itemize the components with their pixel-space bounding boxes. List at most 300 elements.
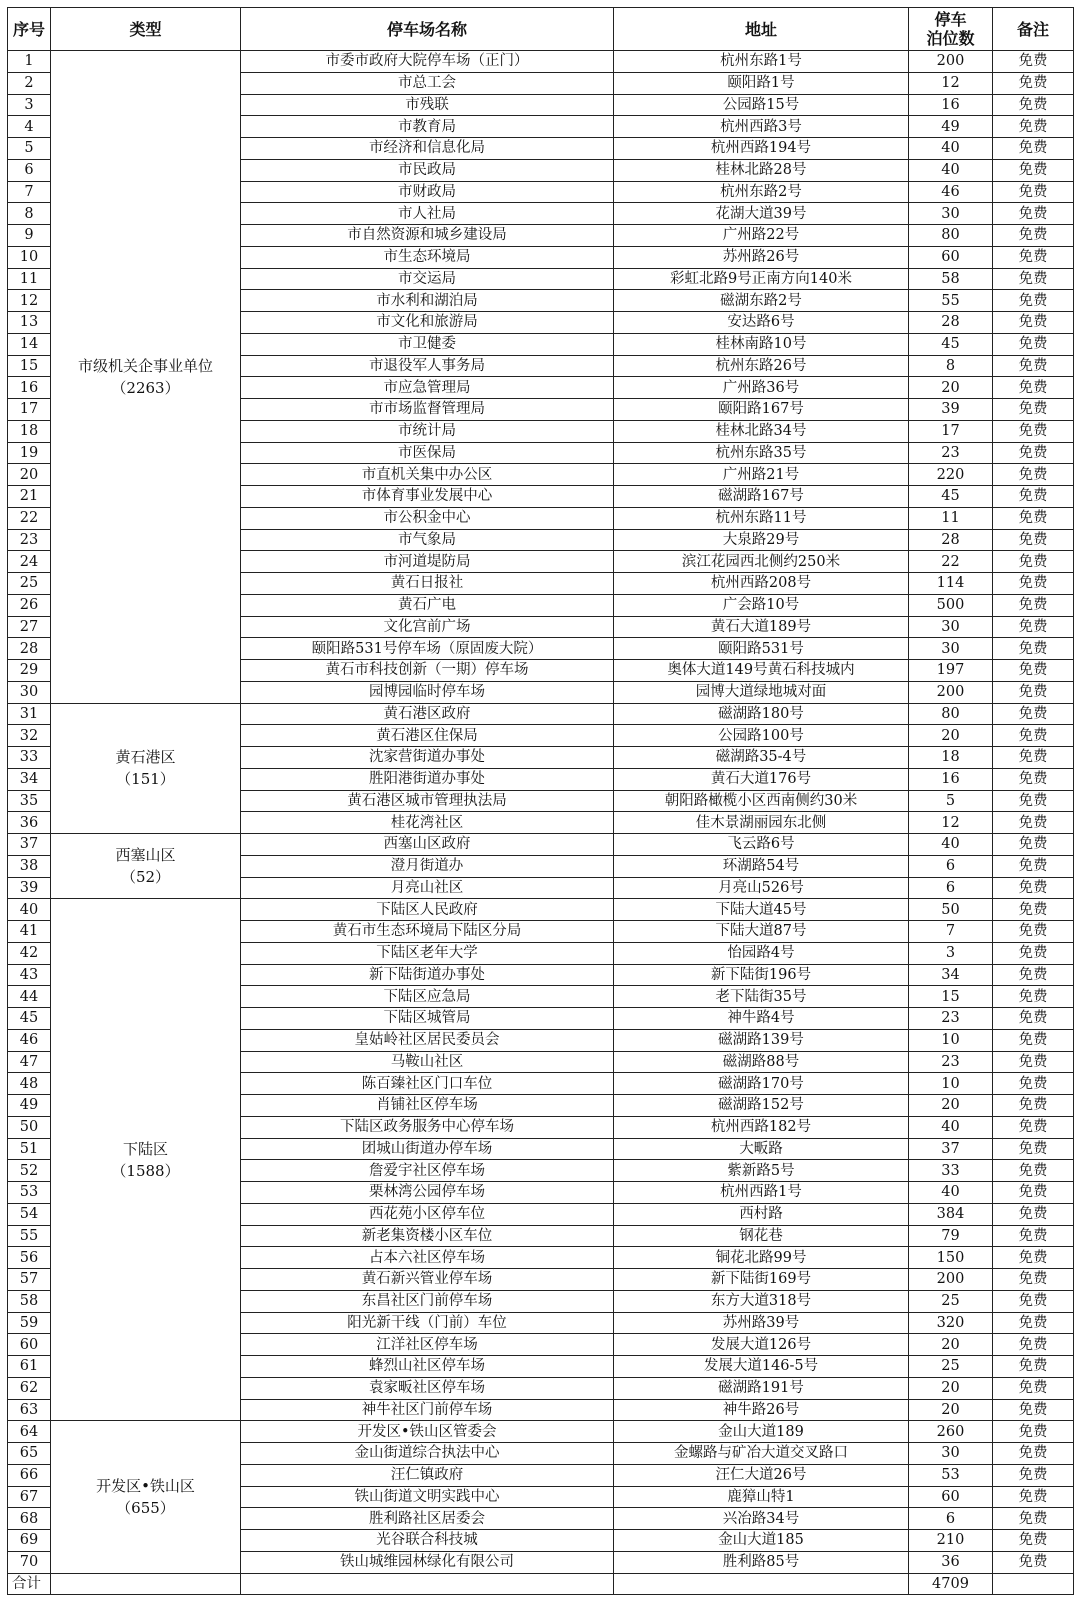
row-spaces: 200 <box>909 51 993 73</box>
row-address: 新下陆街169号 <box>614 1269 909 1291</box>
row-seq: 3 <box>8 94 51 116</box>
row-lot-name: 沈家营街道办事处 <box>241 747 614 769</box>
row-note: 免费 <box>993 638 1074 660</box>
category-name: 开发区•铁山区 <box>96 1476 195 1495</box>
row-seq: 36 <box>8 812 51 834</box>
row-note: 免费 <box>993 399 1074 421</box>
row-address: 汪仁大道26号 <box>614 1464 909 1486</box>
row-seq: 52 <box>8 1160 51 1182</box>
row-spaces: 384 <box>909 1203 993 1225</box>
row-lot-name: 市文化和旅游局 <box>241 312 614 334</box>
row-spaces: 20 <box>909 1334 993 1356</box>
row-seq: 2 <box>8 72 51 94</box>
row-note: 免费 <box>993 442 1074 464</box>
row-address: 佳木景湖丽园东北侧 <box>614 812 909 834</box>
row-lot-name: 栗林湾公园停车场 <box>241 1182 614 1204</box>
row-note: 免费 <box>993 1095 1074 1117</box>
row-spaces: 16 <box>909 768 993 790</box>
parking-lots-table <box>7 7 1074 1595</box>
row-spaces: 23 <box>909 1008 993 1030</box>
row-lot-name: 团城山街道办停车场 <box>241 1138 614 1160</box>
row-spaces: 45 <box>909 333 993 355</box>
row-seq: 31 <box>8 703 51 725</box>
row-spaces: 7 <box>909 921 993 943</box>
row-lot-name: 市交运局 <box>241 268 614 290</box>
row-address: 磁湖路170号 <box>614 1073 909 1095</box>
row-spaces: 36 <box>909 1551 993 1573</box>
row-lot-name: 肖铺社区停车场 <box>241 1095 614 1117</box>
row-seq: 47 <box>8 1051 51 1073</box>
row-note: 免费 <box>993 312 1074 334</box>
row-lot-name: 黄石港区城市管理执法局 <box>241 790 614 812</box>
row-note: 免费 <box>993 1029 1074 1051</box>
row-spaces: 20 <box>909 1095 993 1117</box>
row-note: 免费 <box>993 1443 1074 1465</box>
row-lot-name: 市经济和信息化局 <box>241 138 614 160</box>
row-spaces: 40 <box>909 159 993 181</box>
row-spaces: 79 <box>909 1225 993 1247</box>
category-total: （151） <box>116 770 175 789</box>
row-address: 大畈路 <box>614 1138 909 1160</box>
row-seq: 35 <box>8 790 51 812</box>
row-address: 金山大道189 <box>614 1421 909 1443</box>
header-note: 备注 <box>993 8 1074 51</box>
row-seq: 17 <box>8 399 51 421</box>
row-seq: 28 <box>8 638 51 660</box>
row-note: 免费 <box>993 616 1074 638</box>
row-note: 免费 <box>993 181 1074 203</box>
row-lot-name: 神牛社区门前停车场 <box>241 1399 614 1421</box>
total-empty-address <box>614 1573 909 1595</box>
row-seq: 46 <box>8 1029 51 1051</box>
row-lot-name: 颐阳路531号停车场（原固废大院） <box>241 638 614 660</box>
row-note: 免费 <box>993 1138 1074 1160</box>
row-spaces: 20 <box>909 1377 993 1399</box>
row-note: 免费 <box>993 268 1074 290</box>
row-note: 免费 <box>993 116 1074 138</box>
row-seq: 26 <box>8 594 51 616</box>
row-address: 滨江花园西北侧约250米 <box>614 551 909 573</box>
row-address: 磁湖路180号 <box>614 703 909 725</box>
row-address: 广会路10号 <box>614 594 909 616</box>
row-lot-name: 皇姑岭社区居民委员会 <box>241 1029 614 1051</box>
row-seq: 8 <box>8 203 51 225</box>
row-spaces: 12 <box>909 72 993 94</box>
row-spaces: 200 <box>909 1269 993 1291</box>
row-lot-name: 江洋社区停车场 <box>241 1334 614 1356</box>
row-spaces: 220 <box>909 464 993 486</box>
table-row <box>8 703 1074 725</box>
row-address: 金螺路与矿冶大道交叉路口 <box>614 1443 909 1465</box>
row-address: 磁湖路139号 <box>614 1029 909 1051</box>
row-lot-name: 文化宫前广场 <box>241 616 614 638</box>
row-address: 园博大道绿地城对面 <box>614 681 909 703</box>
row-address: 黄石大道189号 <box>614 616 909 638</box>
row-seq: 18 <box>8 420 51 442</box>
row-lot-name: 市市场监督管理局 <box>241 399 614 421</box>
row-spaces: 23 <box>909 1051 993 1073</box>
row-lot-name: 市教育局 <box>241 116 614 138</box>
row-seq: 66 <box>8 1464 51 1486</box>
row-seq: 56 <box>8 1247 51 1269</box>
header-type: 类型 <box>51 8 241 51</box>
row-seq: 53 <box>8 1182 51 1204</box>
row-seq: 68 <box>8 1508 51 1530</box>
row-note: 免费 <box>993 1160 1074 1182</box>
row-address: 紫新路5号 <box>614 1160 909 1182</box>
row-seq: 9 <box>8 225 51 247</box>
row-lot-name: 市医保局 <box>241 442 614 464</box>
row-address: 公园路100号 <box>614 725 909 747</box>
row-address: 桂林北路34号 <box>614 420 909 442</box>
row-note: 免费 <box>993 1225 1074 1247</box>
row-note: 免费 <box>993 703 1074 725</box>
row-seq: 49 <box>8 1095 51 1117</box>
row-address: 兴冶路34号 <box>614 1508 909 1530</box>
row-spaces: 8 <box>909 355 993 377</box>
row-spaces: 10 <box>909 1073 993 1095</box>
row-lot-name: 下陆区人民政府 <box>241 899 614 921</box>
row-seq: 12 <box>8 290 51 312</box>
row-seq: 5 <box>8 138 51 160</box>
row-seq: 20 <box>8 464 51 486</box>
row-address: 金山大道185 <box>614 1530 909 1552</box>
row-note: 免费 <box>993 551 1074 573</box>
row-lot-name: 澄月街道办 <box>241 855 614 877</box>
row-spaces: 12 <box>909 812 993 834</box>
row-address: 桂林北路28号 <box>614 159 909 181</box>
row-address: 安达路6号 <box>614 312 909 334</box>
total-empty-note <box>993 1573 1074 1595</box>
row-note: 免费 <box>993 899 1074 921</box>
row-seq: 21 <box>8 486 51 508</box>
row-seq: 64 <box>8 1421 51 1443</box>
row-spaces: 45 <box>909 486 993 508</box>
row-address: 环湖路54号 <box>614 855 909 877</box>
row-note: 免费 <box>993 573 1074 595</box>
row-address: 杭州东路26号 <box>614 355 909 377</box>
row-seq: 57 <box>8 1269 51 1291</box>
row-category <box>51 834 241 899</box>
row-address: 朝阳路橄榄小区西南侧约30米 <box>614 790 909 812</box>
row-seq: 40 <box>8 899 51 921</box>
row-note: 免费 <box>993 790 1074 812</box>
row-seq: 38 <box>8 855 51 877</box>
header-spaces-line2: 泊位数 <box>926 29 975 48</box>
row-spaces: 6 <box>909 877 993 899</box>
row-address: 彩虹北路9号正南方向140米 <box>614 268 909 290</box>
row-note: 免费 <box>993 377 1074 399</box>
row-address: 桂林南路10号 <box>614 333 909 355</box>
row-lot-name: 市体育事业发展中心 <box>241 486 614 508</box>
row-lot-name: 陈百臻社区门口车位 <box>241 1073 614 1095</box>
row-note: 免费 <box>993 1073 1074 1095</box>
row-lot-name: 市公积金中心 <box>241 507 614 529</box>
row-lot-name: 下陆区城管局 <box>241 1008 614 1030</box>
row-note: 免费 <box>993 1356 1074 1378</box>
row-note: 免费 <box>993 1312 1074 1334</box>
row-note: 免费 <box>993 1334 1074 1356</box>
row-address: 磁湖东路2号 <box>614 290 909 312</box>
row-lot-name: 占本六社区停车场 <box>241 1247 614 1269</box>
row-spaces: 260 <box>909 1421 993 1443</box>
row-spaces: 50 <box>909 899 993 921</box>
row-lot-name: 市残联 <box>241 94 614 116</box>
row-seq: 7 <box>8 181 51 203</box>
row-note: 免费 <box>993 942 1074 964</box>
row-address: 磁湖路167号 <box>614 486 909 508</box>
total-empty-type <box>51 1573 241 1595</box>
row-spaces: 37 <box>909 1138 993 1160</box>
row-note: 免费 <box>993 290 1074 312</box>
row-lot-name: 黄石市科技创新（一期）停车场 <box>241 660 614 682</box>
row-address: 杭州西路208号 <box>614 573 909 595</box>
row-seq: 55 <box>8 1225 51 1247</box>
row-spaces: 3 <box>909 942 993 964</box>
row-spaces: 6 <box>909 1508 993 1530</box>
row-lot-name: 市财政局 <box>241 181 614 203</box>
row-note: 免费 <box>993 1008 1074 1030</box>
row-lot-name: 市统计局 <box>241 420 614 442</box>
row-lot-name: 胜利路社区居委会 <box>241 1508 614 1530</box>
row-lot-name: 新下陆街道办事处 <box>241 964 614 986</box>
row-spaces: 25 <box>909 1356 993 1378</box>
row-spaces: 15 <box>909 986 993 1008</box>
row-address: 奥体大道149号黄石科技城内 <box>614 660 909 682</box>
row-category <box>51 51 241 704</box>
row-lot-name: 西花苑小区停车位 <box>241 1203 614 1225</box>
row-lot-name: 市应急管理局 <box>241 377 614 399</box>
row-spaces: 20 <box>909 1399 993 1421</box>
row-address: 黄石大道176号 <box>614 768 909 790</box>
row-note: 免费 <box>993 355 1074 377</box>
row-address: 杭州西路194号 <box>614 138 909 160</box>
row-seq: 67 <box>8 1486 51 1508</box>
total-spaces: 4709 <box>909 1573 993 1595</box>
row-address: 杭州西路182号 <box>614 1116 909 1138</box>
row-spaces: 30 <box>909 638 993 660</box>
row-address: 磁湖路191号 <box>614 1377 909 1399</box>
row-lot-name: 黄石新兴管业停车场 <box>241 1269 614 1291</box>
row-address: 杭州东路1号 <box>614 51 909 73</box>
row-lot-name: 市总工会 <box>241 72 614 94</box>
row-spaces: 33 <box>909 1160 993 1182</box>
row-address: 磁湖路152号 <box>614 1095 909 1117</box>
row-seq: 37 <box>8 834 51 856</box>
row-seq: 32 <box>8 725 51 747</box>
row-note: 免费 <box>993 420 1074 442</box>
row-address: 磁湖路35-4号 <box>614 747 909 769</box>
row-address: 发展大道146-5号 <box>614 1356 909 1378</box>
row-seq: 51 <box>8 1138 51 1160</box>
row-spaces: 210 <box>909 1530 993 1552</box>
row-address: 广州路36号 <box>614 377 909 399</box>
row-seq: 27 <box>8 616 51 638</box>
row-spaces: 60 <box>909 246 993 268</box>
row-address: 怡园路4号 <box>614 942 909 964</box>
row-address: 发展大道126号 <box>614 1334 909 1356</box>
row-spaces: 10 <box>909 1029 993 1051</box>
row-spaces: 25 <box>909 1290 993 1312</box>
row-lot-name: 开发区•铁山区管委会 <box>241 1421 614 1443</box>
row-lot-name: 园博园临时停车场 <box>241 681 614 703</box>
row-note: 免费 <box>993 747 1074 769</box>
row-address: 苏州路26号 <box>614 246 909 268</box>
row-seq: 65 <box>8 1443 51 1465</box>
row-spaces: 30 <box>909 616 993 638</box>
header-spaces-line1: 停车 <box>934 10 967 29</box>
table-row <box>8 834 1074 856</box>
row-spaces: 49 <box>909 116 993 138</box>
row-note: 免费 <box>993 203 1074 225</box>
row-note: 免费 <box>993 1182 1074 1204</box>
category-total: （2263） <box>111 378 180 397</box>
row-note: 免费 <box>993 1247 1074 1269</box>
header-seq: 序号 <box>8 8 51 51</box>
row-lot-name: 市生态环境局 <box>241 246 614 268</box>
row-address: 胜利路85号 <box>614 1551 909 1573</box>
row-note: 免费 <box>993 681 1074 703</box>
category-name: 黄石港区 <box>115 748 176 767</box>
row-lot-name: 下陆区政务服务中心停车场 <box>241 1116 614 1138</box>
row-seq: 15 <box>8 355 51 377</box>
row-spaces: 60 <box>909 1486 993 1508</box>
row-address: 鹿獐山特1 <box>614 1486 909 1508</box>
row-address: 神牛路4号 <box>614 1008 909 1030</box>
row-lot-name: 袁家畈社区停车场 <box>241 1377 614 1399</box>
row-seq: 14 <box>8 333 51 355</box>
row-address: 西村路 <box>614 1203 909 1225</box>
row-address: 花湖大道39号 <box>614 203 909 225</box>
row-address: 下陆大道87号 <box>614 921 909 943</box>
row-seq: 50 <box>8 1116 51 1138</box>
row-seq: 1 <box>8 51 51 73</box>
row-spaces: 22 <box>909 551 993 573</box>
row-spaces: 80 <box>909 225 993 247</box>
header-name: 停车场名称 <box>241 8 614 51</box>
row-seq: 43 <box>8 964 51 986</box>
total-row <box>8 1573 1074 1595</box>
row-lot-name: 胜阳港街道办事处 <box>241 768 614 790</box>
table-row <box>8 899 1074 921</box>
row-seq: 29 <box>8 660 51 682</box>
row-lot-name: 市人社局 <box>241 203 614 225</box>
row-seq: 30 <box>8 681 51 703</box>
row-spaces: 200 <box>909 681 993 703</box>
row-lot-name: 铁山城维园林绿化有限公司 <box>241 1551 614 1573</box>
row-seq: 4 <box>8 116 51 138</box>
row-note: 免费 <box>993 138 1074 160</box>
row-spaces: 18 <box>909 747 993 769</box>
row-note: 免费 <box>993 1116 1074 1138</box>
row-note: 免费 <box>993 921 1074 943</box>
row-address: 广州路21号 <box>614 464 909 486</box>
row-lot-name: 马鞍山社区 <box>241 1051 614 1073</box>
row-note: 免费 <box>993 159 1074 181</box>
row-lot-name: 东昌社区门前停车场 <box>241 1290 614 1312</box>
row-seq: 11 <box>8 268 51 290</box>
row-spaces: 39 <box>909 399 993 421</box>
row-note: 免费 <box>993 855 1074 877</box>
row-seq: 44 <box>8 986 51 1008</box>
row-spaces: 6 <box>909 855 993 877</box>
row-spaces: 55 <box>909 290 993 312</box>
row-address: 神牛路26号 <box>614 1399 909 1421</box>
row-spaces: 80 <box>909 703 993 725</box>
row-lot-name: 月亮山社区 <box>241 877 614 899</box>
row-category <box>51 703 241 834</box>
category-name: 市级机关企事业单位 <box>77 356 213 375</box>
row-note: 免费 <box>993 660 1074 682</box>
row-seq: 24 <box>8 551 51 573</box>
row-note: 免费 <box>993 1464 1074 1486</box>
row-address: 颐阳路531号 <box>614 638 909 660</box>
table-header-row <box>8 8 1074 51</box>
row-note: 免费 <box>993 246 1074 268</box>
row-lot-name: 金山街道综合执法中心 <box>241 1443 614 1465</box>
row-spaces: 40 <box>909 834 993 856</box>
row-note: 免费 <box>993 964 1074 986</box>
row-address: 公园路15号 <box>614 94 909 116</box>
row-note: 免费 <box>993 1399 1074 1421</box>
row-spaces: 114 <box>909 573 993 595</box>
row-seq: 16 <box>8 377 51 399</box>
row-spaces: 58 <box>909 268 993 290</box>
row-note: 免费 <box>993 1051 1074 1073</box>
row-spaces: 40 <box>909 1182 993 1204</box>
row-lot-name: 黄石港区住保局 <box>241 725 614 747</box>
row-address: 苏州路39号 <box>614 1312 909 1334</box>
row-lot-name: 市直机关集中办公区 <box>241 464 614 486</box>
row-lot-name: 西塞山区政府 <box>241 834 614 856</box>
row-note: 免费 <box>993 1508 1074 1530</box>
row-seq: 33 <box>8 747 51 769</box>
row-note: 免费 <box>993 1269 1074 1291</box>
row-lot-name: 市河道堤防局 <box>241 551 614 573</box>
row-seq: 6 <box>8 159 51 181</box>
row-spaces: 5 <box>909 790 993 812</box>
table-row <box>8 1421 1074 1443</box>
row-spaces: 20 <box>909 377 993 399</box>
row-note: 免费 <box>993 507 1074 529</box>
row-address: 磁湖路88号 <box>614 1051 909 1073</box>
row-note: 免费 <box>993 1421 1074 1443</box>
row-address: 铜花北路99号 <box>614 1247 909 1269</box>
row-note: 免费 <box>993 51 1074 73</box>
row-seq: 39 <box>8 877 51 899</box>
row-note: 免费 <box>993 333 1074 355</box>
row-lot-name: 铁山街道文明实践中心 <box>241 1486 614 1508</box>
row-spaces: 34 <box>909 964 993 986</box>
row-address: 杭州西路1号 <box>614 1182 909 1204</box>
row-seq: 62 <box>8 1377 51 1399</box>
row-spaces: 30 <box>909 1443 993 1465</box>
row-category <box>51 1421 241 1573</box>
row-lot-name: 下陆区老年大学 <box>241 942 614 964</box>
table-body <box>8 51 1074 1574</box>
header-spaces <box>909 8 993 51</box>
row-note: 免费 <box>993 1530 1074 1552</box>
row-note: 免费 <box>993 486 1074 508</box>
row-address: 老下陆街35号 <box>614 986 909 1008</box>
row-lot-name: 黄石港区政府 <box>241 703 614 725</box>
total-empty-name <box>241 1573 614 1595</box>
row-seq: 22 <box>8 507 51 529</box>
row-address: 颐阳路1号 <box>614 72 909 94</box>
row-lot-name: 黄石日报社 <box>241 573 614 595</box>
row-lot-name: 市民政局 <box>241 159 614 181</box>
row-seq: 10 <box>8 246 51 268</box>
